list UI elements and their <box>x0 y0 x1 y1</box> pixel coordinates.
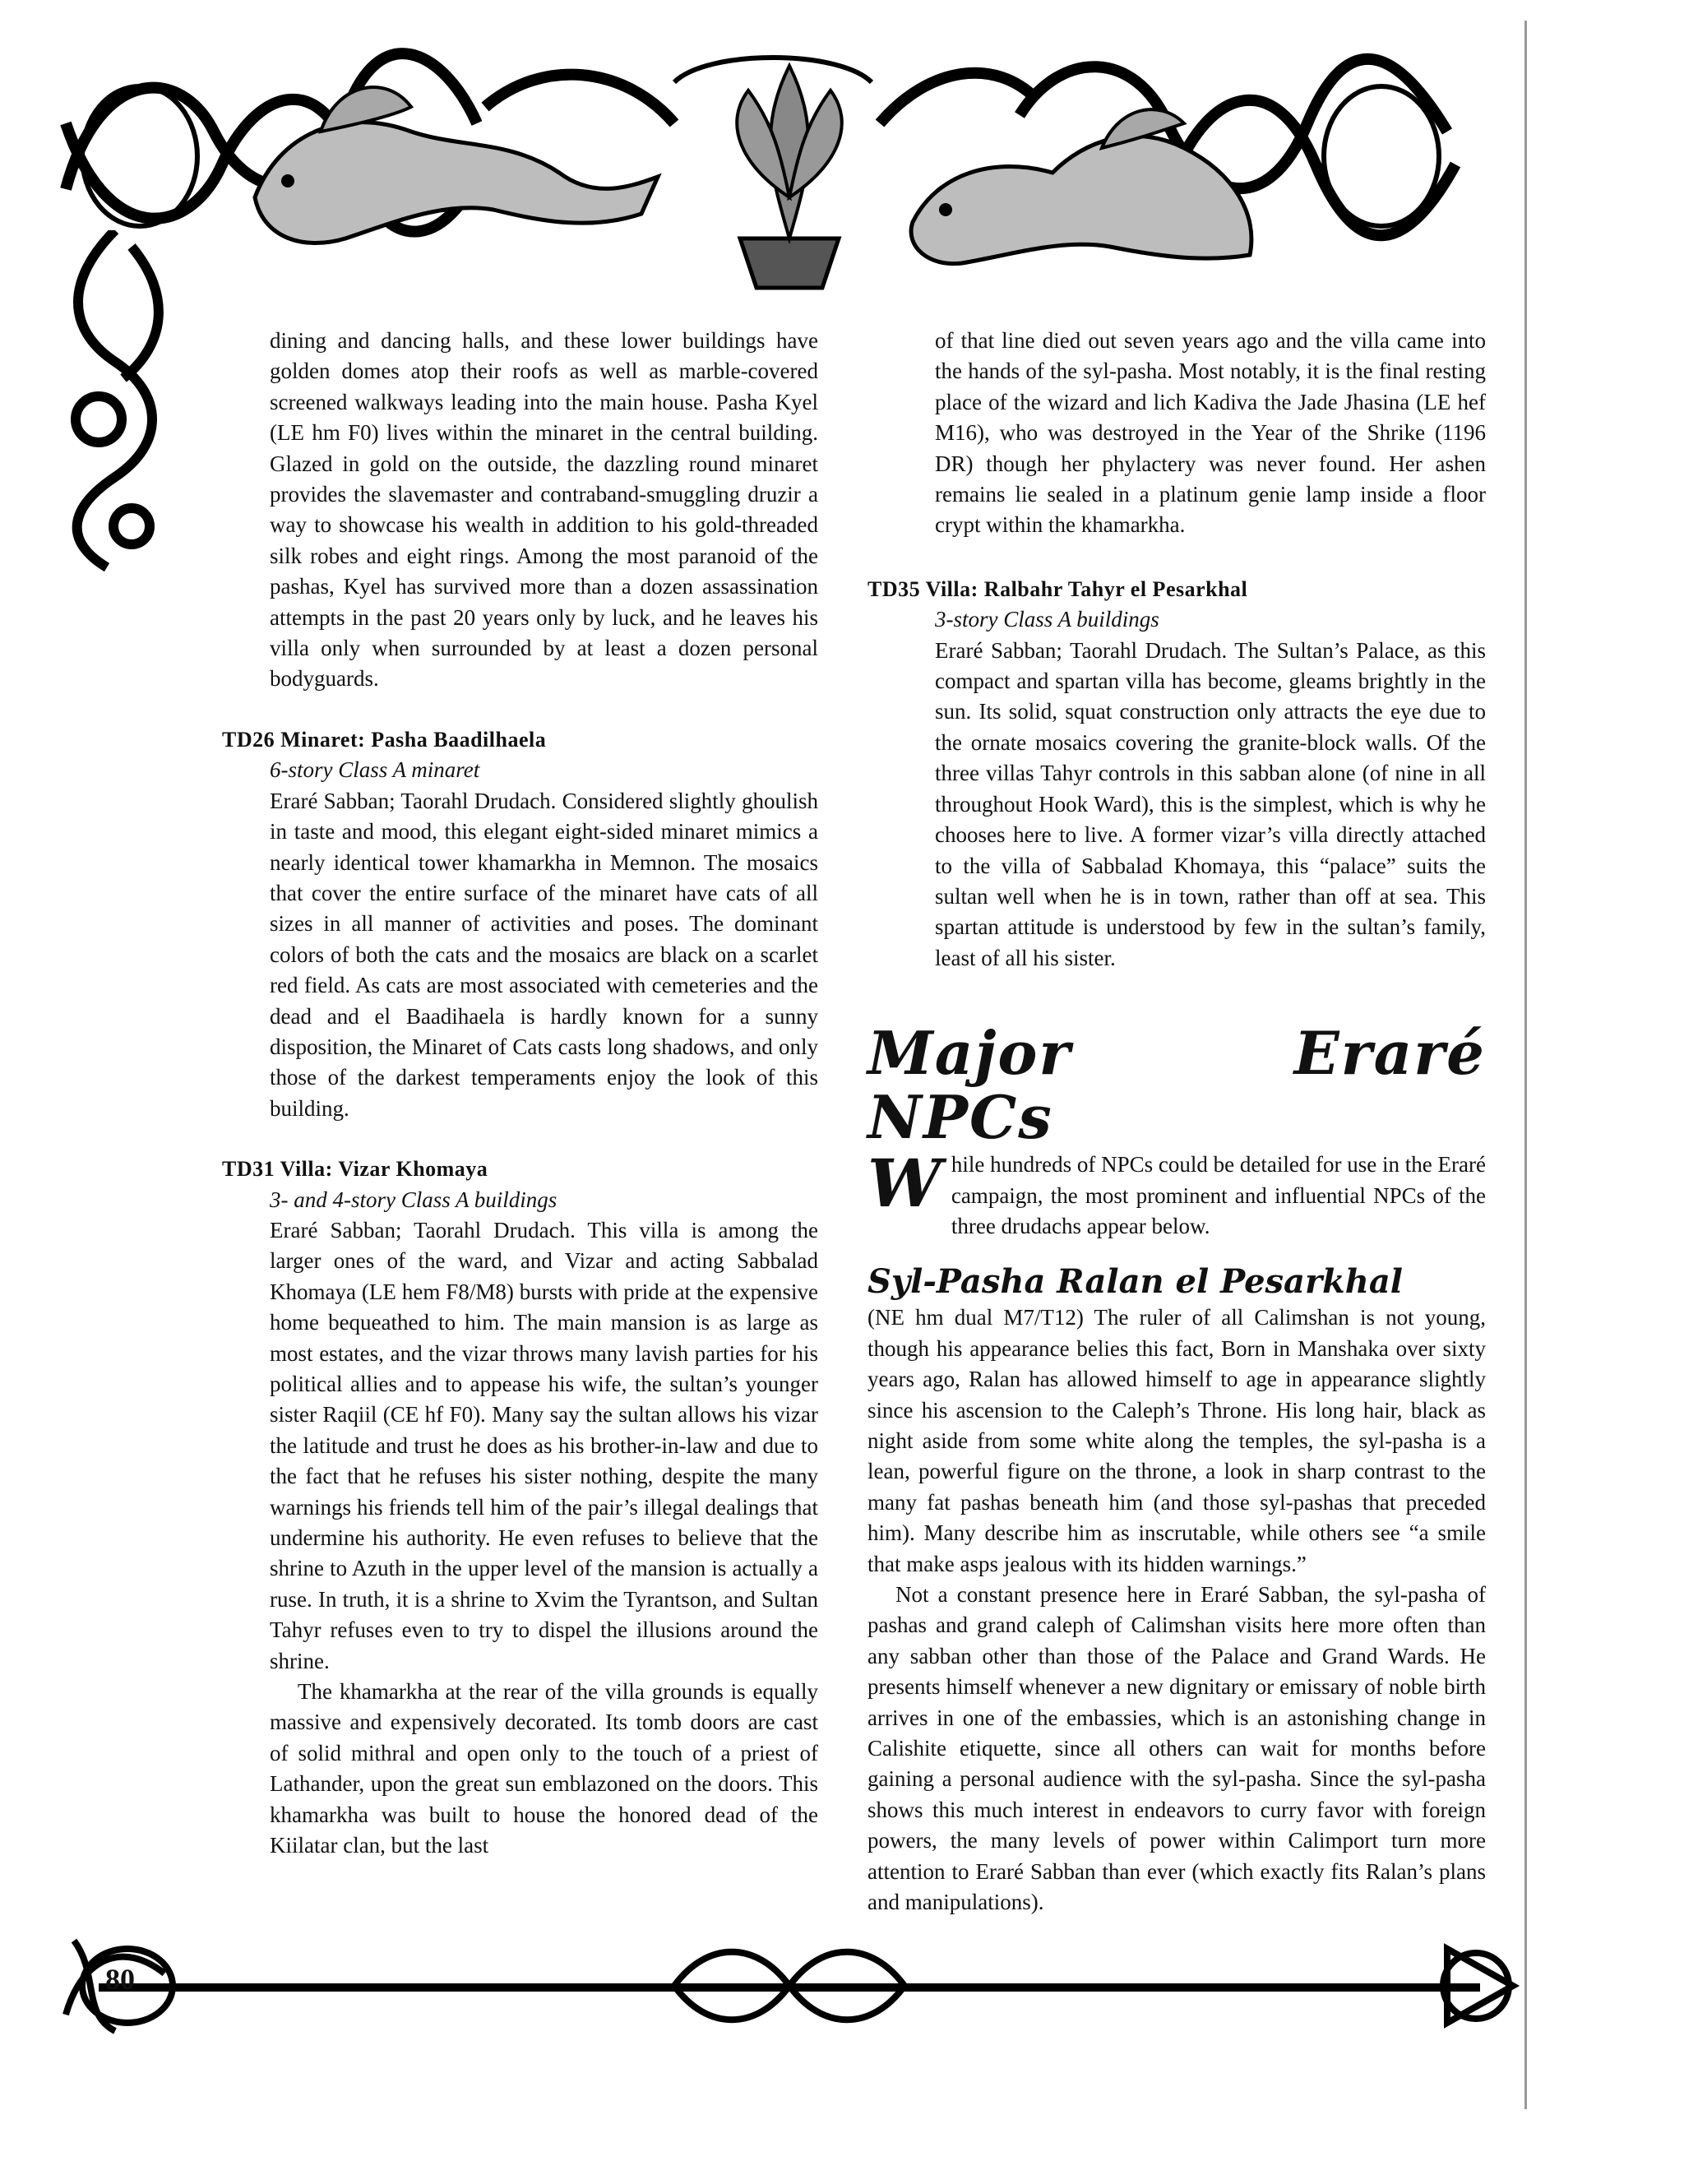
td31-block <box>222 1185 818 1862</box>
intro-paragraph: dining and dancing halls, and these lower buildings have golden domes atop their roofs as well as marble-covered screened walkways leading into the main house. Pasha Kyel (LE hm F0) lives within the minaret in the central building. Glazed in gold on the outside, the dazzling round minaret provides the slavemaster and contraband-smuggling druzir a way to showcase his wealth in addition to his gold-threaded silk robes and eight rings. Among the most paranoid of the pashas, Kyel has survived more than a dozen assassination attempts in the past 20 years only by luck, and he leaves his villa only when surrounded by at least a dozen personal bodyguards. <box>270 328 818 692</box>
page-edge-rule <box>1524 21 1527 2109</box>
td26-subheading: 6-story Class A minaret <box>270 757 480 783</box>
continuation-block <box>867 326 1486 541</box>
td31-heading: TD31 Villa: Vizar Khomaya <box>222 1157 488 1182</box>
section-intro-text: hile hundreds of NPCs could be detailed for use in the Eraré campaign, the most prominent and influential NPCs of the three drudachs appear below. <box>951 1152 1486 1238</box>
knotwork-border-bottom <box>49 1924 1546 2039</box>
td35-block <box>867 604 1486 974</box>
knotwork-border-top <box>49 33 1497 312</box>
td35-subheading: 3-story Class A buildings <box>935 607 1159 632</box>
td35-heading: TD35 Villa: Ralbahr Tahyr el Pesarkhal <box>867 576 1248 601</box>
right-column <box>867 326 1486 1918</box>
td35-body: Eraré Sabban; Taorahl Drudach. The Sultan’s Palace, as this compact and spartan villa has become, gleams brightly in the sun. Its solid, squat construction only attracts the eye due to the ornate mosaics covering the granite-block walls. Of the three villas Tahyr controls in this sabban alone (of nine in all throughout Hook Ward), this is the simplest, which is why he chooses here to live. A former vizar’s villa directly attached to the villa of Sabbalad Khomaya, this “palace” suits the sultan well when he is in town, rather than off at sea. This spartan attitude is understood by few in the sultan’s family, least of all his sister. <box>935 637 1486 970</box>
left-column <box>222 326 818 1862</box>
intro-paragraph-block <box>222 326 818 695</box>
section-title: Major Eraré NPCs <box>867 1018 1486 1153</box>
page-number: 80 <box>105 1963 135 1996</box>
td26-body: Eraré Sabban; Taorahl Drudach. Considered slightly ghoulish in taste and mood, this elegant eight-sided minaret mimics a nearly identical tower khamarkha in Memnon. The mosaics that cover the entire surface of the minaret have cats of all sizes in all manner of activities and poses. The dominant colors of both the cats and the mosaics are black on a scarlet red field. As cats are most associated with cemeteries and the dead and el Baadihaela is hardly known for a sunny disposition, the Minaret of Cats casts long shadows, and only those of the darkest temperaments enjoy the look of this building. <box>270 788 818 1121</box>
td26-heading: TD26 Minaret: Pasha Baadilhaela <box>222 727 547 752</box>
continuation-paragraph: of that line died out seven years ago and the villa came into the hands of the syl-pasha. Most notably, it is the final resting place of the wizard and lich Kadiva the Jade Jhasina (LE hef M16), who was destroyed in the Year of the Shrike (1196 DR) though her phylactery was never found. Her ashen remains lie sealed in a platinum genie lamp inside a floor crypt within the khamarkha. <box>935 328 1486 538</box>
td31-subheading: 3- and 4-story Class A buildings <box>270 1187 557 1212</box>
npc-heading: Syl-Pasha Ralan el Pesarkhal <box>867 1262 1403 1302</box>
knotwork-border-left <box>49 230 181 576</box>
npc-body-continued: Not a constant presence here in Eraré Sabban, the syl-pasha of pashas and grand caleph of Calimshan visits here more often than any sabban other than those of the Palace and Grand Wards. He presents himself whenever a new dignitary or emissary of noble birth arrives in one of the embassies, which is an astonishing change in Calishite etiquette, since all others can wait for months before gaining a personal audience with the syl-pasha. Since the syl-pasha shows this much interest in endeavors to curry favor with foreign powers, the many levels of power within Calimport turn more attention to Eraré Sabban than ever (which exactly fits Ralan’s plans and manipulations). <box>867 1582 1486 1915</box>
npc-body: (NE hm dual M7/T12) The ruler of all Calimshan is not young, though his appearance belies this fact, Born in Manshaka over sixty years ago, Ralan has allowed himself to age in appearance slightly since his ascension to the Caleph’s Throne. His long hair, black as night aside from some white along the temples, the syl-pasha is a lean, powerful figure on the throne, a look in sharp contrast to the many fat pashas beneath him (and those syl-pashas that preceded him). Many describe him as inscrutable, while others see “a smile that make asps jealous with its hidden warnings.” <box>867 1305 1486 1576</box>
td26-block <box>222 755 818 1124</box>
td31-body-continued: The khamarkha at the rear of the villa grounds is equally massive and expensively decorated. Its tomb doors are cast of solid mithral and open only to the touch of a priest of Lathander, upon the great sun emblazoned on the doors. This khamarkha was built to house the honored dead of the Kiilatar clan, but the last <box>270 1679 818 1858</box>
td31-body: Eraré Sabban; Taorahl Drudach. This villa is among the larger ones of the ward, and Vizar and acting Sabbalad Khomaya (LE hem F8/M8) bursts with pride at the expensive home bequeathed to him. The main mansion is as large as most estates, and the vizar throws many lavish parties for his political allies and to appease his wife, the sultan’s younger sister Raqiil (CE hf F0). Many say the sultan allows his vizar the latitude and trust he does as his brother-in-law and due to the fact that he refuses his sister nothing, despite the many warnings his friends tell him of the pair’s illegal dealings that undermine his authority. He even refuses to believe that the shrine to Azuth in the upper level of the mansion is actually a ruse. In truth, it is a shrine to Xvim the Tyrantson, and Sultan Tahyr refuses even to try to dispel the illusions around the shrine. <box>270 1217 818 1673</box>
section-intro <box>867 1145 1486 1242</box>
urn-plant-icon <box>737 66 842 288</box>
drop-cap: W <box>867 1145 941 1223</box>
